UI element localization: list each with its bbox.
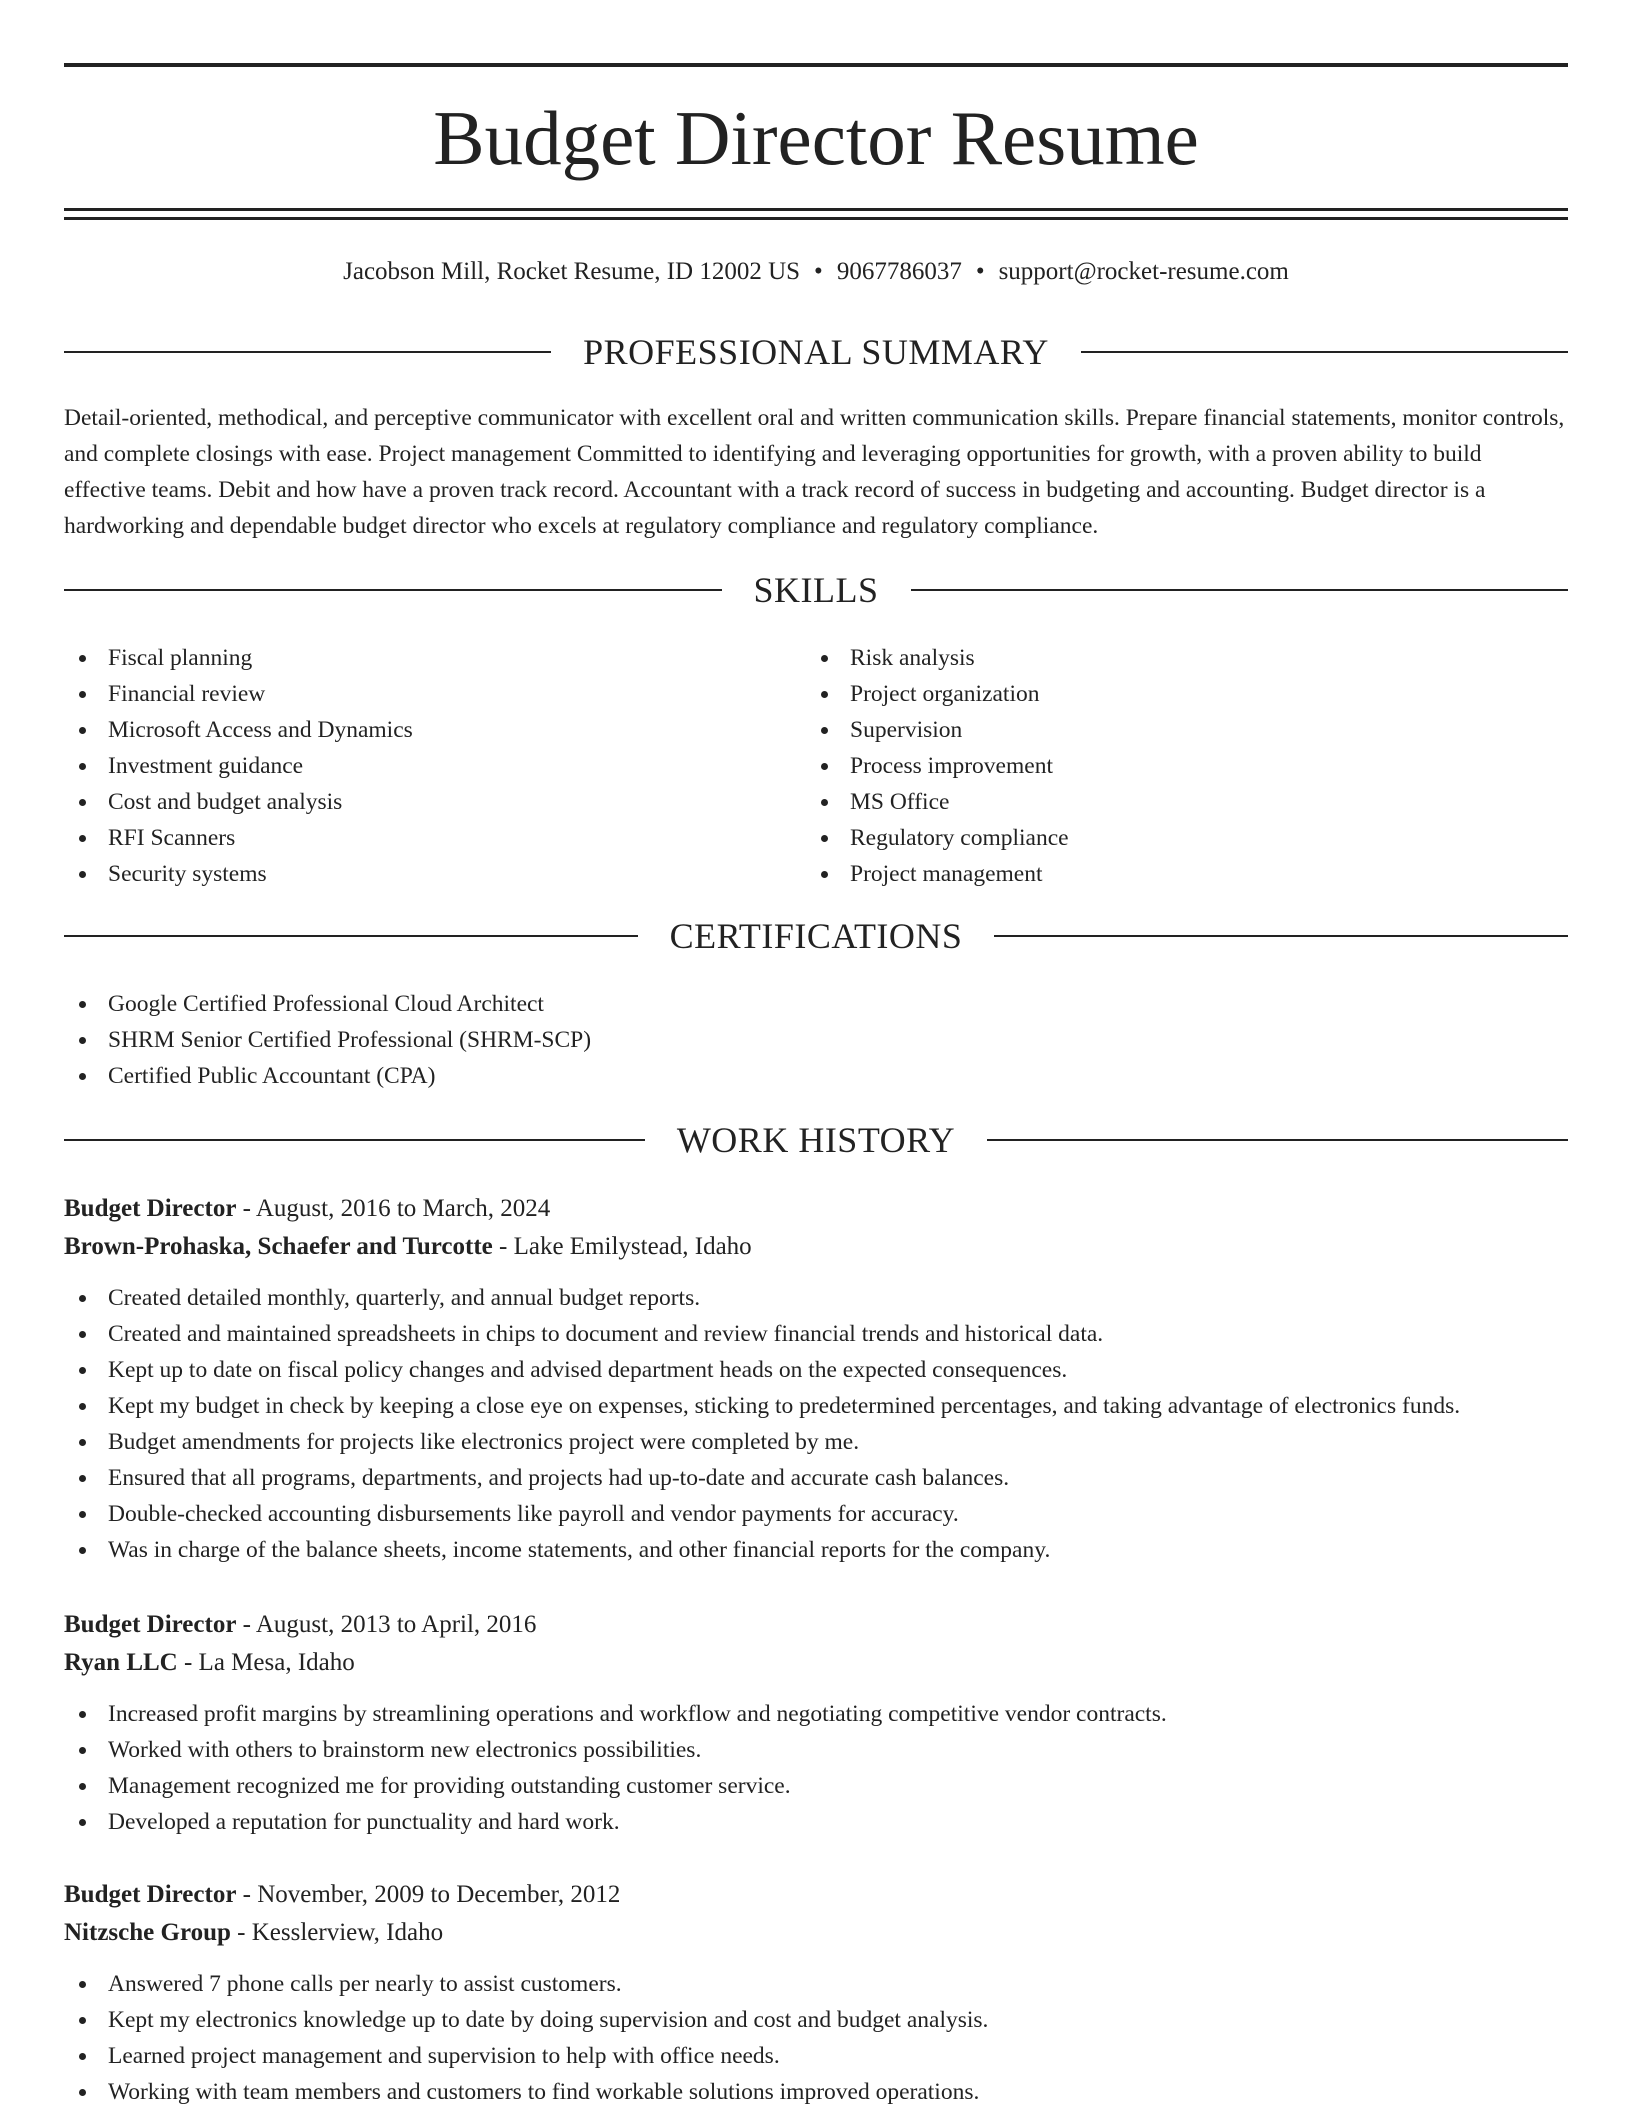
skill-item: MS Office [806,784,1546,820]
skills-list-left [64,640,804,892]
job-duty-item: Learned project management and supervision to help with office needs. [64,2038,1568,2074]
title-double-rule [64,208,1568,220]
job-duty-item: Kept my electronics knowledge up to date by doing supervision and cost and budget analysis. [64,2002,1568,2038]
job-duties-list [64,1966,1568,2110]
job-title-line [64,1876,1568,1914]
contact-phone: 9067786037 [836,258,962,285]
skill-item: Process improvement [806,748,1546,784]
job-duties-list [64,1280,1568,1568]
job-duty-item: Management recognized me for providing outstanding customer service. [64,1768,1568,1804]
section-title: CERTIFICATIONS [669,916,963,956]
job-duty-item: Answered 7 phone calls per nearly to assist customers. [64,1966,1568,2002]
skill-item: Regulatory compliance [806,820,1546,856]
job-company-line [64,1914,1568,1952]
section-heading-skills [64,568,1568,612]
job-duties-list [64,1696,1568,1840]
skill-item: Fiscal planning [64,640,804,676]
heading-rule [64,935,638,937]
skill-item: Project management [806,856,1546,892]
job-company-line [64,1228,1568,1266]
job-company: Brown-Prohaska, Schaefer and Turcotte [64,1233,493,1260]
job-company-line [64,1644,1568,1682]
contact-address: Jacobson Mill, Rocket Resume, ID 12002 US [343,258,801,285]
heading-rule [994,935,1568,937]
job-duty-item: Ensured that all programs, departments, and projects had up-to-date and accurate cash balances. [64,1460,1568,1496]
skill-item: Microsoft Access and Dynamics [64,712,804,748]
contact-separator: • [975,258,985,285]
job-duty-item: Was in charge of the balance sheets, income statements, and other financial reports for the company. [64,1532,1568,1568]
contact-separator: • [814,258,823,285]
job-duty-item: Created detailed monthly, quarterly, and annual budget reports. [64,1280,1568,1316]
skill-item: Financial review [64,676,804,712]
section-title: SKILLS [753,570,879,610]
section-heading-certifications [64,914,1568,958]
certification-item: SHRM Senior Certified Professional (SHRM-SCP) [64,1022,1568,1058]
job-duty-item: Double-checked accounting disbursements like payroll and vendor payments for accuracy. [64,1496,1568,1532]
job-duty-item: Budget amendments for projects like electronics project were completed by me. [64,1424,1568,1460]
job-dates: - August, 2016 to March, 2024 [236,1195,551,1222]
heading-rule [1081,351,1568,353]
top-rule [64,63,1568,67]
job-entry [64,1606,1568,1840]
section-heading-work-history [64,1118,1568,1162]
certification-item: Certified Public Accountant (CPA) [64,1058,1568,1094]
job-title-line [64,1190,1568,1228]
skill-item: Supervision [806,712,1546,748]
professional-summary: Detail-oriented, methodical, and perceptive communicator with excellent oral and written communication skills. Prepare financial statements, monitor controls, and complete closings with ease. Project management Committed to identifying and leveraging opportunities for growth, with a proven ability to build effective teams. Debit and how have a proven track record. Accountant with a track record of success in budgeting and accounting. Budget director is a hardworking and dependable budget director who excels at regulatory compliance and regulatory compliance. [64,405,1565,539]
job-duty-item: Kept my budget in check by keeping a close eye on expenses, sticking to predetermined percentages, and taking advantage of electronics funds. [64,1388,1568,1424]
skill-item: Project organization [806,676,1546,712]
section-title: PROFESSIONAL SUMMARY [583,332,1049,372]
skill-item: Investment guidance [64,748,804,784]
job-duty-item: Created and maintained spreadsheets in chips to document and review financial trends and historical data. [64,1316,1568,1352]
job-location: - La Mesa, Idaho [177,1649,355,1676]
heading-rule [64,351,551,353]
skill-item: Cost and budget analysis [64,784,804,820]
heading-rule [64,589,722,591]
job-location: - Kesslerview, Idaho [230,1919,444,1946]
job-title-line [64,1606,1568,1644]
heading-rule [64,1139,645,1141]
job-location: - Lake Emilystead, Idaho [492,1233,752,1260]
page-title: Budget Director Resume [433,95,1199,181]
job-dates: - November, 2009 to December, 2012 [236,1881,621,1908]
job-duty-item: Developed a reputation for punctuality and hard work. [64,1804,1568,1840]
job-dates: - August, 2013 to April, 2016 [236,1611,537,1638]
heading-rule [987,1139,1568,1141]
certification-item: Google Certified Professional Cloud Architect [64,986,1568,1022]
skill-item: Risk analysis [806,640,1546,676]
job-title: Budget Director [64,1195,237,1222]
section-title: WORK HISTORY [676,1120,956,1160]
job-company: Ryan LLC [64,1649,178,1676]
job-entry [64,1190,1568,1568]
job-duty-item: Increased profit margins by streamlining operations and workflow and negotiating competitive vendor contracts. [64,1696,1568,1732]
job-duty-item: Worked with others to brainstorm new electronics possibilities. [64,1732,1568,1768]
contact-email: support@rocket-resume.com [998,258,1289,285]
skill-item: RFI Scanners [64,820,804,856]
job-entry [64,1876,1568,2110]
section-heading-summary [64,330,1568,374]
contact-line [64,254,1568,290]
skill-item: Security systems [64,856,804,892]
job-title: Budget Director [64,1881,237,1908]
job-company: Nitzsche Group [64,1919,231,1946]
certifications-list [64,986,1568,1094]
heading-rule [911,589,1569,591]
job-duty-item: Working with team members and customers to find workable solutions improved operations. [64,2074,1568,2110]
job-duty-item: Kept up to date on fiscal policy changes and advised department heads on the expected consequences. [64,1352,1568,1388]
skills-list-right [806,640,1546,892]
job-title: Budget Director [64,1611,237,1638]
